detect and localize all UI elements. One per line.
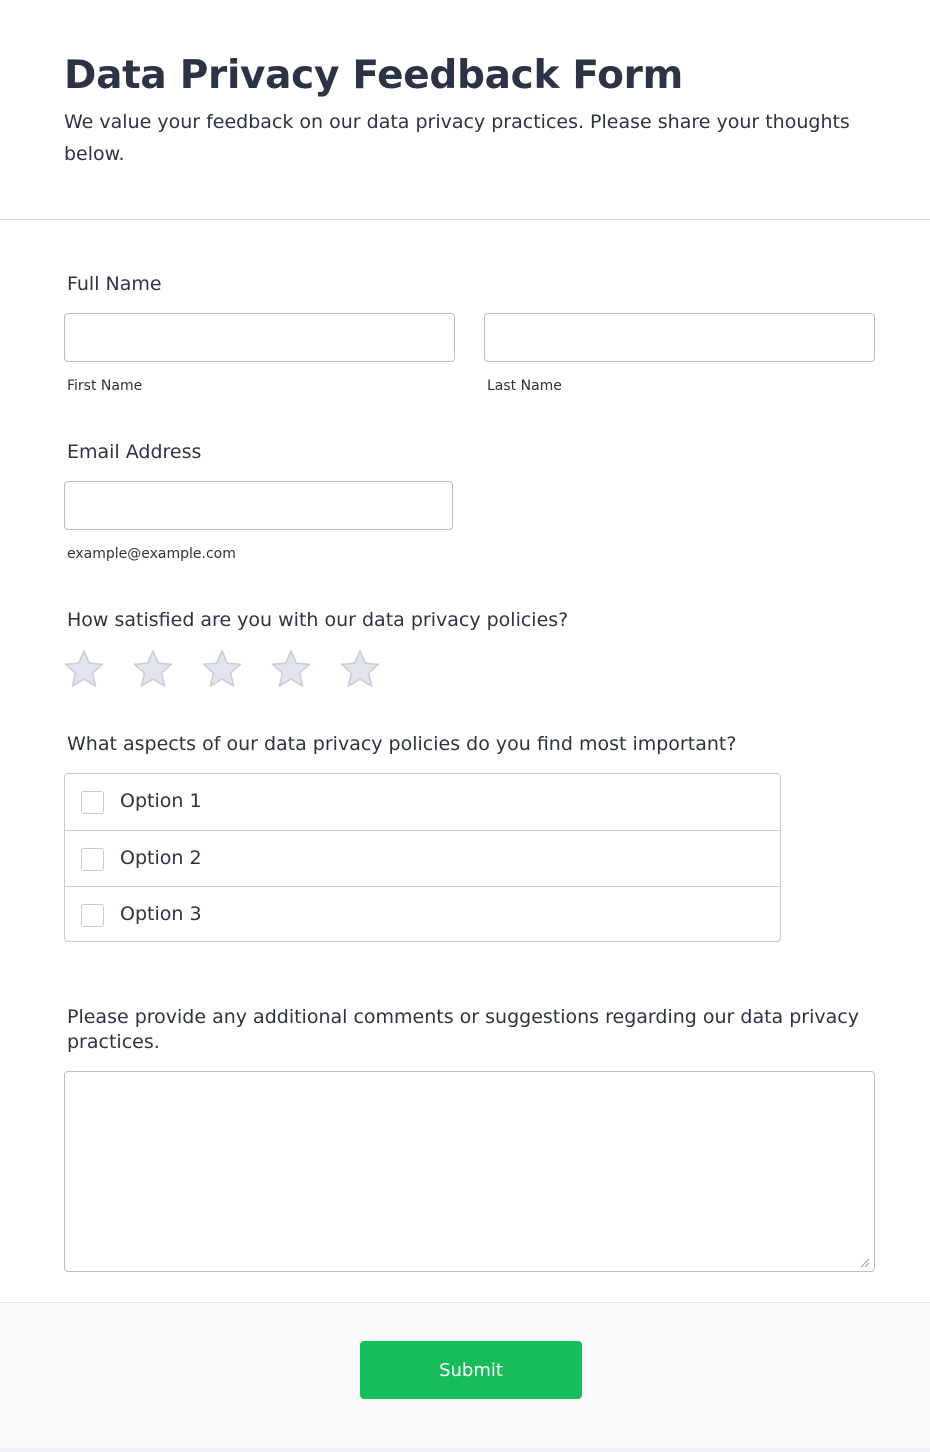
rating-question-label: How satisfied are you with our data privacy policies?: [67, 609, 569, 631]
checkbox-label: Option 1: [120, 790, 202, 812]
checkbox[interactable]: [81, 904, 104, 927]
checkbox-label: Option 3: [120, 903, 202, 925]
last-name-sublabel: Last Name: [487, 378, 562, 394]
form-description: We value your feedback on our data privacy practices. Please share your thoughts below.: [64, 111, 850, 165]
star-icon[interactable]: [270, 649, 312, 689]
star-icon[interactable]: [63, 649, 105, 689]
first-name-input[interactable]: [64, 313, 455, 362]
comments-question-label: Please provide any additional comments or suggestions regarding our data privacy practices.: [67, 1006, 859, 1053]
checkbox[interactable]: [81, 848, 104, 871]
aspects-question-label: What aspects of our data privacy policies do you find most important?: [67, 733, 737, 755]
resize-handle-icon[interactable]: [858, 1256, 870, 1268]
email-label: Email Address: [67, 441, 202, 463]
aspects-checklist: [64, 773, 781, 942]
checkbox[interactable]: [81, 791, 104, 814]
submit-button[interactable]: Submit: [360, 1341, 582, 1399]
star-icon[interactable]: [339, 649, 381, 689]
star-icon[interactable]: [132, 649, 174, 689]
form-title: Data Privacy Feedback Form: [64, 53, 683, 98]
email-input[interactable]: [64, 481, 453, 530]
last-name-input[interactable]: [484, 313, 875, 362]
star-icon[interactable]: [201, 649, 243, 689]
form-header: [0, 0, 930, 220]
checkbox-option[interactable]: [65, 830, 780, 887]
checkbox-option[interactable]: [65, 774, 780, 830]
first-name-sublabel: First Name: [67, 378, 143, 394]
bottom-divider: [0, 1448, 930, 1452]
checkbox-label: Option 2: [120, 847, 202, 869]
full-name-label: Full Name: [67, 273, 162, 295]
comments-textarea[interactable]: [64, 1071, 875, 1272]
email-sublabel: example@example.com: [67, 546, 236, 562]
checkbox-option[interactable]: [65, 886, 780, 943]
